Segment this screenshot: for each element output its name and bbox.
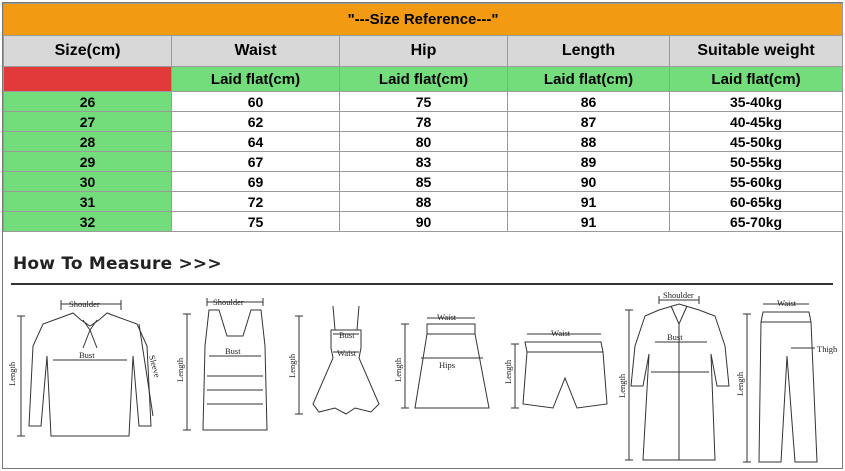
cell-length: 89	[508, 152, 670, 172]
blouse-diagram	[7, 299, 163, 436]
label-hips: Hips	[439, 360, 456, 370]
shorts-diagram	[503, 328, 607, 408]
cell-waist: 60	[172, 92, 340, 112]
subheader-hip: Laid flat(cm)	[340, 67, 508, 92]
label-length: Length	[7, 361, 17, 386]
cell-waist: 75	[172, 212, 340, 232]
header-waist: Waist	[172, 36, 340, 67]
divider	[11, 283, 833, 285]
label-bust: Bust	[339, 330, 355, 340]
cell-waist: 69	[172, 172, 340, 192]
cell-length: 87	[508, 112, 670, 132]
table-row	[4, 92, 843, 112]
subheader-weight: Laid flat(cm)	[670, 67, 843, 92]
cell-size: 28	[4, 132, 172, 152]
cell-size: 30	[4, 172, 172, 192]
garment-diagrams	[3, 286, 842, 468]
cell-waist: 67	[172, 152, 340, 172]
cell-hip: 85	[340, 172, 508, 192]
header-size: Size(cm)	[4, 36, 172, 67]
table-row	[4, 132, 843, 152]
label-shoulder: Shoulder	[69, 299, 100, 309]
cell-size: 32	[4, 212, 172, 232]
label-waist: Waist	[777, 298, 797, 308]
cell-length: 91	[508, 212, 670, 232]
label-length: Length	[617, 373, 627, 398]
cell-waist: 64	[172, 132, 340, 152]
label-thigh: Thigh	[817, 344, 838, 354]
cell-weight: 65-70kg	[670, 212, 843, 232]
cell-hip: 78	[340, 112, 508, 132]
cell-weight: 50-55kg	[670, 152, 843, 172]
dress-diagram	[287, 306, 379, 414]
cell-weight: 60-65kg	[670, 192, 843, 212]
label-length: Length	[735, 371, 745, 396]
label-sleeve: Sleeve	[147, 353, 163, 379]
label-length: Length	[393, 357, 403, 382]
label-length: Length	[175, 357, 185, 382]
tank-top-diagram	[175, 297, 267, 430]
size-reference-table	[3, 3, 843, 232]
cell-waist: 62	[172, 112, 340, 132]
cell-size: 27	[4, 112, 172, 132]
cell-hip: 80	[340, 132, 508, 152]
label-bust: Bust	[79, 350, 95, 360]
cell-waist: 72	[172, 192, 340, 212]
cell-hip: 88	[340, 192, 508, 212]
subheader-row	[4, 67, 843, 92]
cell-length: 91	[508, 192, 670, 212]
label-waist: Waist	[437, 312, 457, 322]
cell-hip: 90	[340, 212, 508, 232]
subheader-blank	[4, 67, 172, 92]
coat-diagram	[617, 290, 729, 460]
cell-size: 29	[4, 152, 172, 172]
subheader-length: Laid flat(cm)	[508, 67, 670, 92]
header-weight: Suitable weight	[670, 36, 843, 67]
cell-weight: 45-50kg	[670, 132, 843, 152]
cell-length: 88	[508, 132, 670, 152]
trousers-diagram	[735, 298, 838, 462]
cell-length: 86	[508, 92, 670, 112]
table-row	[4, 152, 843, 172]
label-waist: Waist	[551, 328, 571, 338]
label-length: Length	[503, 359, 513, 384]
cell-size: 31	[4, 192, 172, 212]
label-shoulder: Shoulder	[213, 297, 244, 307]
label-waist: Waist	[337, 348, 357, 358]
table-title: "---Size Reference---"	[4, 4, 843, 36]
skirt-diagram	[393, 312, 489, 408]
table-row	[4, 192, 843, 212]
cell-weight: 35-40kg	[670, 92, 843, 112]
cell-hip: 83	[340, 152, 508, 172]
label-shoulder: Shoulder	[663, 290, 694, 300]
subheader-waist: Laid flat(cm)	[172, 67, 340, 92]
table-row	[4, 212, 843, 232]
header-hip: Hip	[340, 36, 508, 67]
label-bust: Bust	[667, 332, 683, 342]
cell-length: 90	[508, 172, 670, 192]
how-to-measure-title: How To Measure >>>	[13, 254, 222, 274]
cell-size: 26	[4, 92, 172, 112]
label-bust: Bust	[225, 346, 241, 356]
table-row	[4, 112, 843, 132]
cell-hip: 75	[340, 92, 508, 112]
cell-weight: 55-60kg	[670, 172, 843, 192]
cell-weight: 40-45kg	[670, 112, 843, 132]
how-to-measure-section	[3, 246, 842, 468]
header-length: Length	[508, 36, 670, 67]
header-row	[4, 36, 843, 67]
table-row	[4, 172, 843, 192]
label-length: Length	[287, 353, 297, 378]
